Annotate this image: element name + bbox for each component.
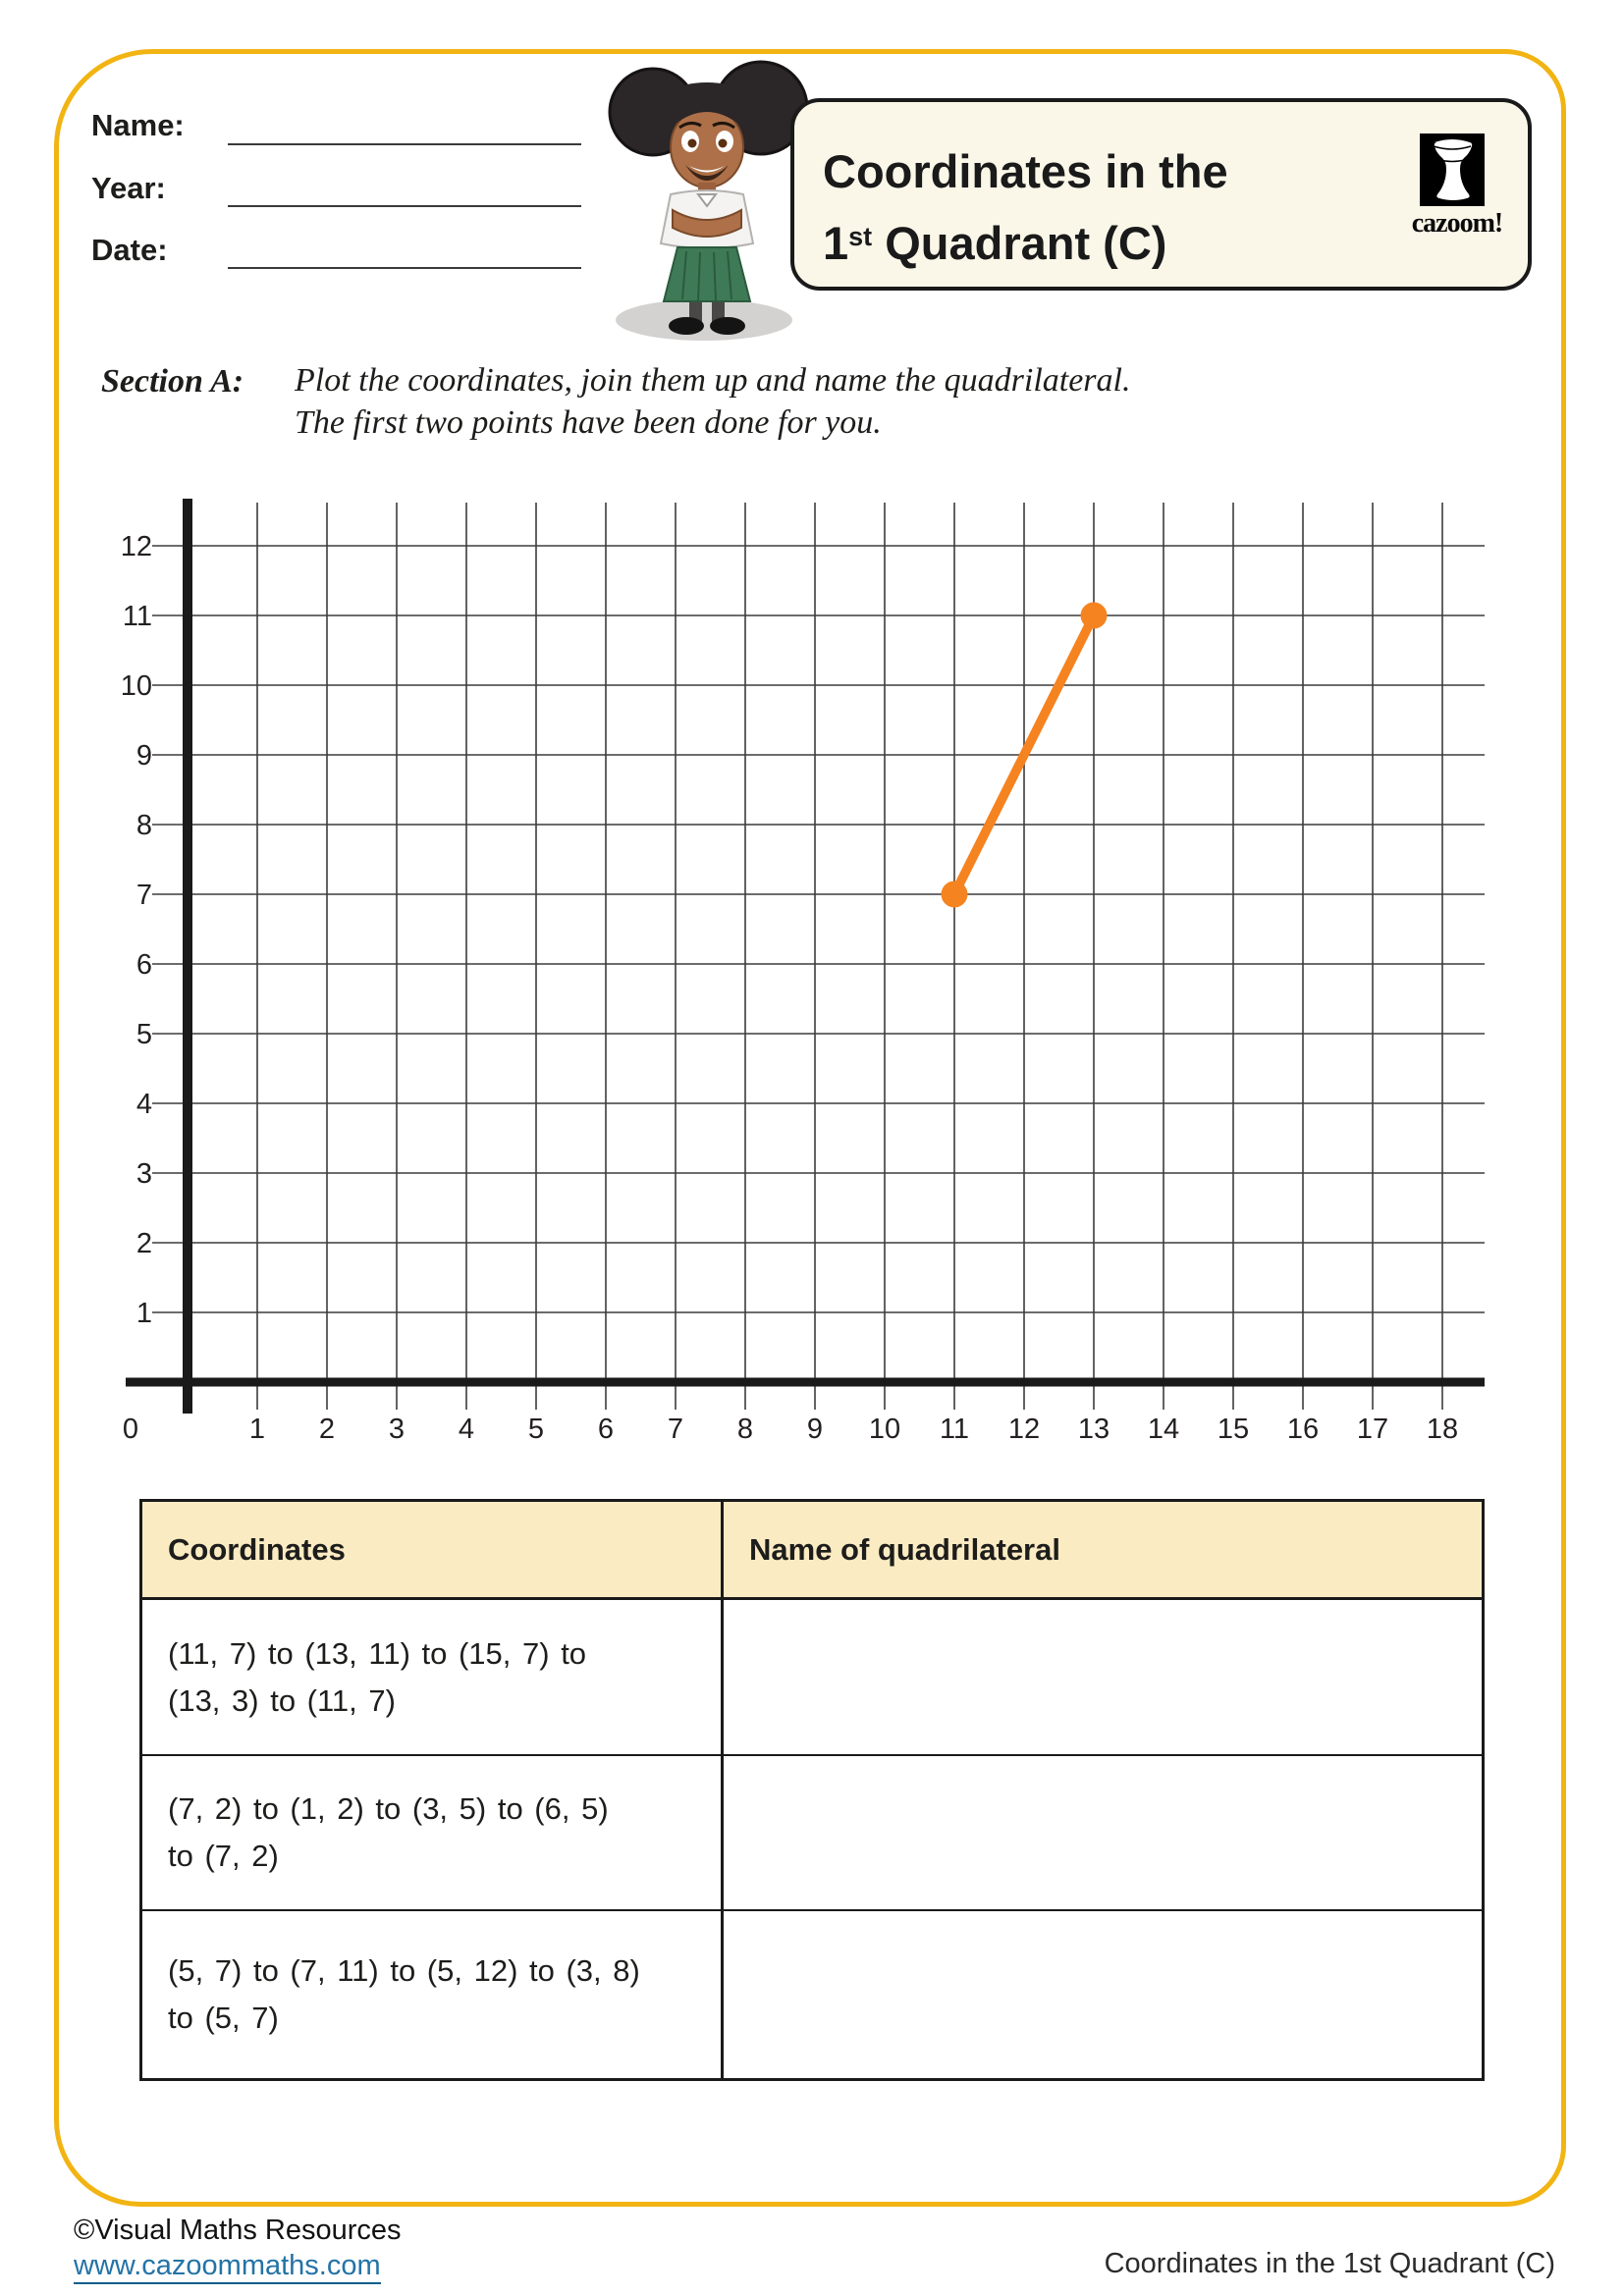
x-axis-tick-label: 0	[122, 1414, 139, 1445]
date-label: Date:	[91, 233, 168, 267]
x-axis-tick-label: 5	[527, 1414, 545, 1445]
footer-worksheet-title: Coordinates in the 1st Quadrant (C)	[1104, 2248, 1555, 2279]
instruction-line-1: Plot the coordinates, join them up and name the quadrilateral.	[295, 362, 1131, 399]
y-axis-tick-label: 12	[120, 531, 152, 562]
cazoom-logo	[1411, 133, 1528, 239]
table-row	[142, 1600, 1482, 1756]
cazoommaths-link[interactable]: www.cazoommaths.com	[74, 2252, 381, 2284]
x-axis-tick-label: 16	[1286, 1414, 1320, 1445]
answer-cell	[724, 1600, 1482, 1754]
y-axis-tick-label: 1	[135, 1298, 152, 1329]
x-axis-tick-label: 1	[248, 1414, 266, 1445]
x-axis-tick-label: 10	[868, 1414, 901, 1445]
y-axis-tick-label: 7	[135, 880, 152, 911]
x-axis-tick-label: 18	[1426, 1414, 1459, 1445]
cazoom-logo-text: cazoom!	[1411, 208, 1503, 239]
table-row	[142, 1911, 1482, 2078]
copyright-text: ©Visual Maths Resources	[74, 2215, 402, 2246]
coordinates-table	[139, 1499, 1485, 2081]
plotted-point	[1081, 603, 1108, 629]
quadrilateral-column-header: Name of quadrilateral	[749, 1531, 1060, 1567]
y-axis-tick-label: 6	[135, 949, 152, 981]
x-axis-tick-label: 2	[318, 1414, 336, 1445]
x-axis-tick-label: 6	[597, 1414, 615, 1445]
year-label: Year:	[91, 171, 166, 205]
coordinates-cell: (11, 7) to (13, 11) to (15, 7) to (13, 3) to (11, 7)	[142, 1600, 724, 1754]
x-axis-tick-label: 9	[806, 1414, 824, 1445]
x-axis-tick-label: 3	[388, 1414, 406, 1445]
answer-cell	[724, 1911, 1482, 2078]
x-axis-tick-label: 17	[1356, 1414, 1389, 1445]
y-axis-tick-label: 4	[135, 1089, 152, 1120]
x-axis-tick-label: 11	[939, 1414, 970, 1445]
date-entry-line	[228, 267, 581, 269]
worksheet-title: Coordinates in the 1st Quadrant (C)	[823, 145, 1228, 269]
answer-cell	[724, 1756, 1482, 1909]
y-axis-tick-label: 10	[120, 670, 152, 702]
y-axis-tick-label: 3	[135, 1158, 152, 1190]
instruction-line-2: The first two points have been done for you.	[295, 404, 882, 441]
x-axis-tick-label: 14	[1147, 1414, 1180, 1445]
y-axis-tick-label: 8	[135, 810, 152, 841]
coordinates-cell: (7, 2) to (1, 2) to (3, 5) to (6, 5) to (7, 2)	[142, 1756, 724, 1909]
y-axis-tick-label: 11	[122, 601, 152, 632]
y-axis-tick-label: 9	[135, 740, 152, 772]
name-entry-line	[228, 143, 581, 145]
name-label: Name:	[91, 108, 185, 142]
table-row	[142, 1756, 1482, 1911]
year-entry-line	[228, 205, 581, 207]
coordinate-grid	[88, 491, 1502, 1453]
x-axis-tick-label: 7	[667, 1414, 684, 1445]
x-axis-tick-label: 13	[1077, 1414, 1110, 1445]
coordinates-cell: (5, 7) to (7, 11) to (5, 12) to (3, 8) to (5, 7)	[142, 1911, 724, 2078]
section-a-instructions	[295, 359, 1130, 444]
coordinates-column-header: Coordinates	[142, 1502, 724, 1597]
y-axis-tick-label: 5	[135, 1019, 152, 1050]
djembe-drum-icon	[1420, 133, 1485, 206]
table-header-row	[142, 1502, 1482, 1600]
x-axis-tick-label: 8	[736, 1414, 754, 1445]
x-axis-tick-label: 4	[458, 1414, 475, 1445]
plotted-point	[942, 881, 968, 908]
x-axis-tick-label: 15	[1217, 1414, 1250, 1445]
x-axis-tick-label: 12	[1007, 1414, 1041, 1445]
section-a-label: Section A:	[101, 363, 244, 400]
y-axis-tick-label: 2	[135, 1228, 152, 1259]
